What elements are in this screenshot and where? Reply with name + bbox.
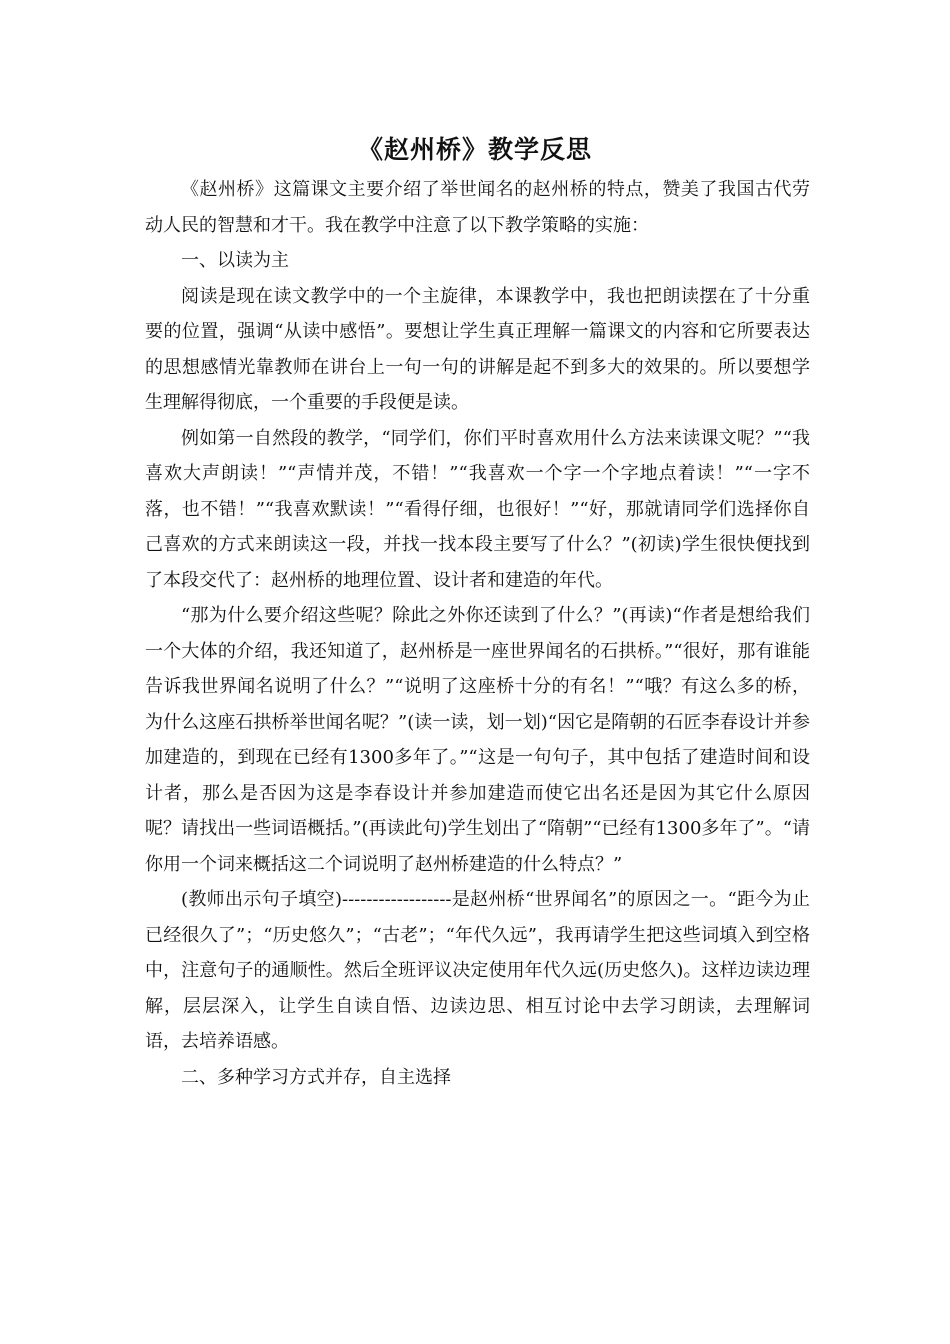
body-paragraph: 例如第一自然段的教学，“同学们，你们平时喜欢用什么方法来读课文呢？”“我喜欢大声朗读！”“声情并茂，不错！”“我喜欢一个字一个字地点着读！”“一字不落，也不错！”“我喜欢默读！”“看得仔细，也很好！”“好，那就请同学们选择你自己喜欢的方式来朗读这一段，并找一找本段主要写了什么？”(初读)学生很快便找到了本段交代了：赵州桥的地理位置、设计者和建造的年代。	[145, 427, 810, 591]
section-heading-2: 二、多种学习方式并存，自主选择	[181, 1066, 451, 1088]
document-title: 《赵州桥》教学反思	[357, 135, 592, 164]
body-paragraph: “那为什么要介绍这些呢？除此之外你还读到了什么？”(再读)“作者是想给我们一个大体的介绍，我还知道了，赵州桥是一座世界闻名的石拱桥。”“很好，那有谁能告诉我世界闻名说明了什么？”“说明了这座桥十分的有名！”“哦？有这么多的桥，为什么这座石拱桥举世闻名呢？”(读一读，划一划)“因它是隋朝的石匠李春设计并参加建造的，到现在已经有1300多年了。”“这是一句句子，其中包括了建造时间和设计者，那么是否因为这是李春设计并参加建造而使它出名还是因为其它什么原因呢？请找出一些词语概括。”(再读此句)学生划出了“隋朝”“已经有1300多年了”。“请你用一个词来概括这二个词说明了赵州桥建造的什么特点？”	[145, 605, 810, 875]
section-heading-1: 一、以读为主	[181, 250, 289, 271]
body-paragraph: 阅读是现在读文教学中的一个主旋律，本课教学中，我也把朗读摆在了十分重要的位置，强调“从读中感悟”。要想让学生真正理解一篇课文的内容和它所要表达的思想感情光靠教师在讲台上一句一句的讲解是起不到多大的效果的。所以要想学生理解得彻底，一个重要的手段便是读。	[145, 285, 810, 413]
document-body	[145, 172, 810, 1095]
intro-paragraph: 《赵州桥》这篇课文主要介绍了举世闻名的赵州桥的特点，赞美了我国古代劳动人民的智慧和才干。我在教学中注意了以下教学策略的实施：	[145, 179, 810, 236]
body-paragraph: (教师出示句子填空)------------------是赵州桥“世界闻名”的原因之一。“距今为止已经很久了”；“历史悠久”；“古老”；“年代久远”，我再请学生把这些词填入到空格中，注意句子的通顺性。然后全班评议决定使用年代久远(历史悠久)。这样边读边理解，层层深入，让学生自读自悟、边读边思、相互讨论中去学习朗读，去理解词语，去培养语感。	[145, 889, 810, 1052]
